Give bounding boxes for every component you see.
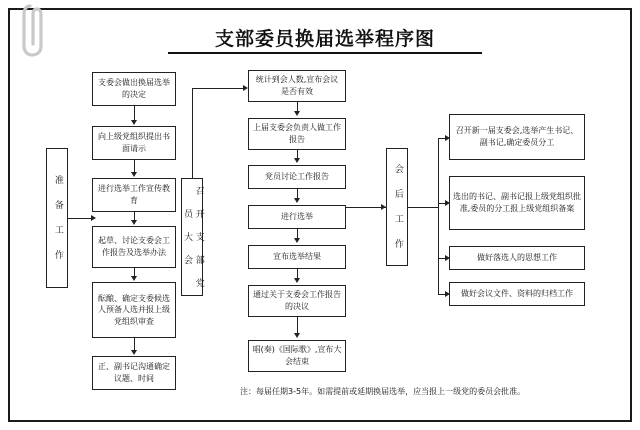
assembly-step-6: 通过关于支委会工作报告的决议 (248, 285, 346, 317)
prep-step-6: 正、副书记沟通确定议题、时间 (92, 356, 176, 390)
arrow-assembly-1-2 (294, 111, 300, 116)
phase-after-label: 会 后 工 作 (386, 148, 408, 266)
arrow-assembly-2-3 (294, 158, 300, 163)
arrow-assembly-3-4 (294, 198, 300, 203)
arrow-prep-5-6 (131, 350, 137, 355)
arrow-assembly-5-6 (294, 278, 300, 283)
assembly-step-5: 宣布选举结果 (248, 245, 346, 269)
connector-after-spine (438, 138, 439, 294)
footnote: 注：每届任期3-5年。如需提前或延期换届选举，应当报上一级党的委员会批准。 (240, 387, 526, 396)
connector-after-to-steps (408, 207, 438, 208)
paperclip-icon (22, 2, 48, 58)
arrow-assembly-4-5 (294, 238, 300, 243)
connector-assembly-riser (192, 88, 193, 178)
prep-step-1: 支委会做出换届选举的决定 (92, 72, 176, 106)
connector-prep-to-steps (68, 218, 92, 219)
assembly-step-4: 进行选举 (248, 205, 346, 229)
connector-assembly-to-after (346, 207, 386, 208)
prep-step-4: 起草、讨论支委会工作报告及选举办法 (92, 226, 176, 268)
phase-assembly-label: 召 开 支 部 党 员 大 会 (181, 178, 203, 296)
arrow-prep-4-5 (131, 276, 137, 281)
assembly-step-2: 上届支委会负责人做工作报告 (248, 118, 346, 150)
arrow-assembly-6-7 (294, 333, 300, 338)
connector-assembly-to-steps (192, 88, 244, 89)
after-step-1: 召开新一届支委会,选举产生书记、副书记,确定委员分工 (449, 114, 585, 160)
after-step-3: 做好落选人的思想工作 (449, 246, 585, 270)
arrow-prep-3-4 (131, 220, 137, 225)
assembly-step-1: 统计到会人数,宣布会议是否有效 (248, 70, 346, 102)
after-step-4: 做好会议文件、资料的归档工作 (449, 282, 585, 306)
arrow-prep-2-3 (131, 172, 137, 177)
connector-assembly-6-7 (297, 317, 298, 334)
connector-prep-1-2 (134, 106, 135, 121)
prep-step-5: 酝酿、确定支委候选人预备人选并报上级党组织审查 (92, 282, 176, 338)
assembly-step-3: 党员讨论工作报告 (248, 165, 346, 189)
prep-step-3: 进行选举工作宣传教育 (92, 178, 176, 212)
prep-step-2: 向上级党组织提出书面请示 (92, 126, 176, 160)
phase-preparation-label: 准 备 工 作 (46, 148, 68, 288)
page-title: 支部委员换届选举程序图 (214, 28, 435, 50)
assembly-step-7: 唱(奏)《国际歌》,宣布大会结束 (248, 340, 346, 372)
title-underline (168, 52, 482, 54)
arrow-prep-to-steps (91, 215, 96, 221)
after-step-2: 选出的书记、副书记报上级党组织批准,委员的分工报上级党组织备案 (449, 176, 585, 230)
arrow-prep-1-2 (131, 120, 137, 125)
